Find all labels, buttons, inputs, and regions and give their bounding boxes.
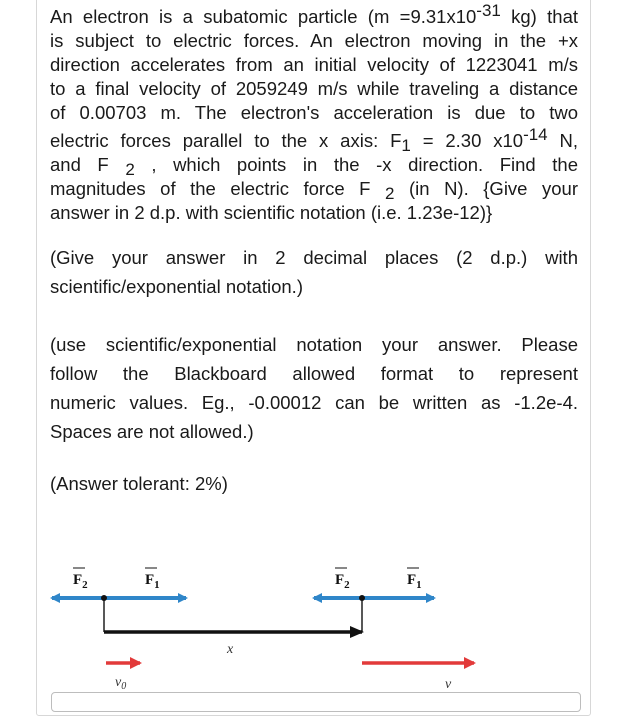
text-line: (use scientific/exponential notation your answer. Please xyxy=(50,334,578,355)
text-line: direction accelerates from an initial velocity of 1223041 m/s xyxy=(50,54,578,75)
text-line xyxy=(50,177,578,201)
text-line: (Give your answer in 2 decimal places (2 d.p.) with xyxy=(50,247,578,268)
text-line: follow the Blackboard allowed format to represent xyxy=(50,363,578,384)
f1-subscript: 1 xyxy=(401,136,411,155)
text-fragment: electric forces parallel to the x axis: F xyxy=(50,130,402,151)
mass-exponent: -31 xyxy=(476,1,501,20)
answer-input-box[interactable] xyxy=(51,692,581,712)
f2-subscript: 2 xyxy=(125,160,135,179)
text-line: Spaces are not allowed.) xyxy=(50,421,254,442)
question-paragraph-notation xyxy=(50,330,578,446)
text-line xyxy=(50,125,578,155)
text-fragment: (in N). {Give your xyxy=(394,178,578,199)
text-fragment: kg) that xyxy=(500,6,578,27)
force-exponent: -14 xyxy=(523,125,548,144)
text-line xyxy=(50,1,578,29)
text-fragment: N, xyxy=(547,130,578,151)
question-paragraph-format xyxy=(50,243,578,301)
text-fragment: = 2.30 x10 xyxy=(410,130,524,151)
text-fragment: magnitudes of the electric force F xyxy=(50,178,371,199)
question-paragraph-main xyxy=(50,1,579,225)
text-line: is subject to electric forces. An electron moving in the +x xyxy=(50,30,578,51)
text-line: numeric values. Eg., -0.00012 can be written as -1.2e-4. xyxy=(50,392,578,413)
f2-subscript: 2 xyxy=(384,184,395,203)
v-label: v xyxy=(445,677,452,692)
text-line: answer in 2 d.p. with scientific notation (i.e. 1.23e-12)} xyxy=(50,202,493,223)
text-fragment: An electron is a subatomic particle (m =9.31x10 xyxy=(50,6,477,27)
f2-label-right: $F_2$ xyxy=(335,572,350,591)
text-fragment: , which points in the -x direction. Find the xyxy=(134,154,579,175)
text-line: of 0.00703 m. The electron's acceleration is due to two xyxy=(50,102,578,123)
text-line: to a final velocity of 2059249 m/s while traveling a distance xyxy=(50,78,578,99)
electron-forces-diagram xyxy=(44,562,564,700)
f1-label-left: $F_1$ xyxy=(145,572,160,591)
f2-label-left: $F_2$ xyxy=(73,572,88,591)
text-line xyxy=(50,153,578,177)
answer-tolerance: (Answer tolerant: 2%) xyxy=(50,473,228,494)
x-label: x xyxy=(227,642,234,657)
text-line: scientific/exponential notation.) xyxy=(50,276,303,297)
text-fragment: and F xyxy=(50,154,109,175)
f1-label-right: $F_1$ xyxy=(407,572,422,591)
v0-label: $v_0$ xyxy=(115,675,127,692)
